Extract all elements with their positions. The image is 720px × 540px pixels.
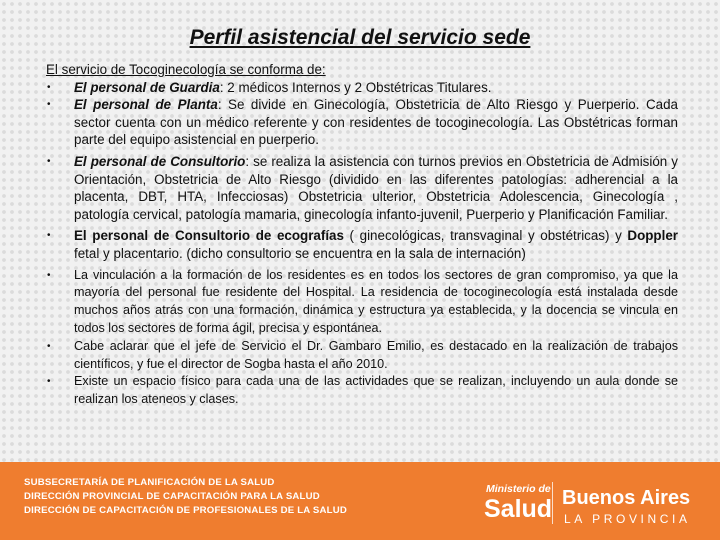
- item-text: Existe un espacio físico para cada una de las actividades que se realizan, incluyendo un aula donde se realizan los ateneos y clases.: [74, 374, 678, 407]
- la-provincia-logo-text: LA PROVINCIA: [564, 512, 691, 526]
- bullet-icon: •: [47, 340, 51, 352]
- item-text: Cabe aclarar que el jefe de Servicio el Dr. Gambaro Emilio, es destacado en la realización de trabajos científicos, y fue el director de Sogba hasta el año 2010.: [74, 338, 678, 371]
- footer-line: DIRECCIÓN DE CAPACITACIÓN DE PROFESIONALES DE LA SALUD: [24, 505, 347, 516]
- doppler-label: Doppler: [627, 228, 678, 244]
- item-text: ( ginecológicas, transvaginal y obstétricas) y: [343, 228, 628, 244]
- item-text: : se realiza la asistencia con turnos previos en Obstetricia de Admisión y Orientación, Obstetricia de Alto Riesgo (dividido en las diferentes patologías: adherencial a la placenta, DBT, HTA, Infecciosas) Obstetricia ulterior, Obstetricia Adolescencia, Ginecología , patología cervical, patología mamaria, ginecología infanto-juvenil, Puerperio y Planificación Familiar.: [74, 153, 678, 222]
- item-text: La vinculación a la formación de los residentes es en todos los sectores de gran compromiso, ya que la mayoría del personal fue residente del Hospital. La residencia de tocoginecología está instalada desde muchos años atrás con una formación, dinámica y estructura ya establecida, y la docencia se vincula en todos los sectores de forma ágil, precisa y espontánea.: [74, 267, 678, 335]
- bullet-list: [46, 79, 678, 409]
- list-item: [46, 79, 678, 97]
- item-text: : 2 médicos Internos y 2 Obstétricas Titulares.: [219, 79, 492, 95]
- salud-logo-text: Salud: [484, 495, 553, 523]
- content-body: [46, 61, 678, 409]
- list-item: [46, 227, 678, 262]
- list-item: [46, 267, 678, 338]
- bullet-icon: •: [47, 269, 51, 281]
- page-title: Perfil asistencial del servicio sede: [189, 26, 531, 49]
- list-item: [46, 153, 678, 223]
- bullet-icon: •: [47, 99, 51, 111]
- footer-line: SUBSECRETARÍA DE PLANIFICACIÓN DE LA SALUD: [24, 477, 275, 488]
- ministerio-logo-text: Ministerio de: [486, 483, 551, 495]
- bullet-icon: •: [47, 376, 51, 388]
- item-text: : Se divide en Ginecología, Obstetricia de Alto Riesgo y Puerperio. Cada sector cuenta con un médico referente y con residentes de tocoginecología. Las Obstétricas forman parte del equipo asistencial en puerperio.: [74, 97, 678, 148]
- list-item: [46, 373, 678, 409]
- footer-banner: [0, 462, 720, 540]
- buenos-aires-logo-text: Buenos Aires: [562, 487, 691, 509]
- item-label: El personal de Consultorio: [74, 153, 246, 169]
- logo-divider: [552, 482, 553, 524]
- item-label: El personal de Planta: [74, 97, 218, 113]
- bullet-icon: •: [47, 81, 51, 93]
- bullet-icon: •: [47, 155, 51, 167]
- footer-institution-text: [24, 476, 347, 518]
- item-text: fetal y placentario. (dicho consultorio se encuentra en la sala de internación): [74, 245, 526, 261]
- bullet-icon: •: [47, 230, 51, 242]
- item-label: El personal de Guardia: [74, 79, 220, 95]
- list-item: [46, 338, 678, 374]
- footer-line: DIRECCIÓN PROVINCIAL DE CAPACITACIÓN PARA LA SALUD: [24, 491, 320, 502]
- item-label: El personal de Consultorio de ecografías: [74, 228, 344, 244]
- intro-text: El servicio de Tocoginecología se conforma de:: [46, 62, 326, 77]
- list-item: [46, 96, 678, 149]
